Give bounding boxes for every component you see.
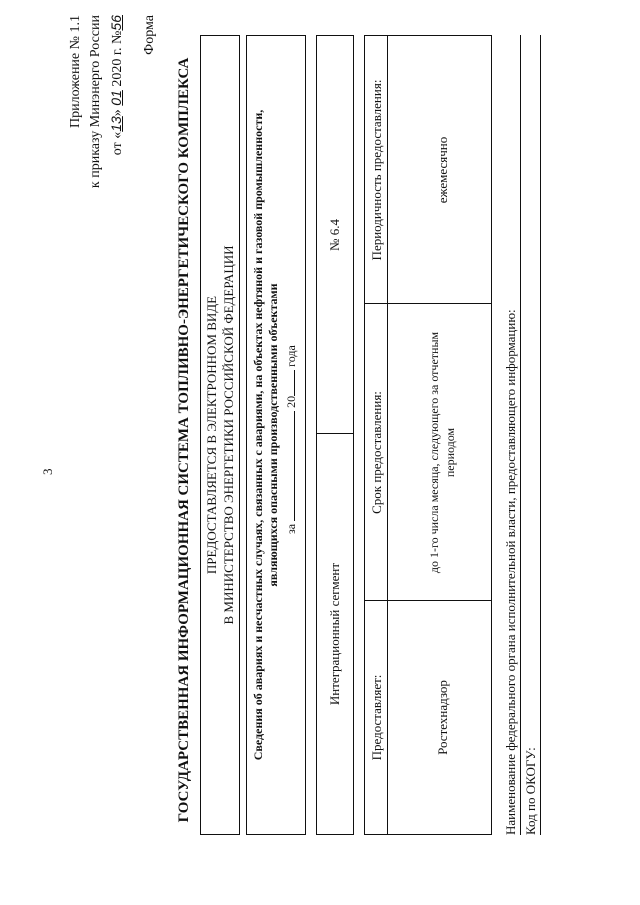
appendix-date-month: 01 [108, 90, 124, 106]
header-provider: Предоставляет: [369, 674, 384, 761]
report-period [283, 204, 299, 534]
appendix-date-day: 13 [108, 116, 124, 132]
submission-line-2: В МИНИСТЕРСТВО ЭНЕРГЕТИКИ РОССИЙСКОЙ ФЕДЕРАЦИИ [221, 245, 236, 625]
footer-okogu-label: Код по ОКОГУ: [523, 747, 538, 835]
appendix-date-year: 2020 г. № [110, 30, 125, 91]
report-period-prefix: за [284, 523, 298, 534]
footer-org-rule [520, 35, 521, 835]
report-period-year-prefix: 20 [284, 395, 298, 408]
appendix-line-3 [108, 15, 126, 305]
info-table-header-rule [387, 36, 388, 834]
report-title-line-2: являющихся опасными производственными объектами [266, 283, 280, 587]
segment-number: № 6.4 [327, 219, 342, 251]
header-frequency: Периодичность предоставления: [369, 79, 384, 261]
report-title-line-1: Сведения об авариях и несчастных случаях, связанных с авариями, на объектах нефтяной и газовой промышленности, [251, 109, 265, 761]
system-title: ГОСУДАРСТВЕННАЯ ИНФОРМАЦИОННАЯ СИСТЕМА ТОПЛИВНО-ЭНЕРГЕТИЧЕСКОГО КОМПЛЕКСА [176, 57, 192, 823]
appendix-line-1: Приложение № 1.1 [68, 15, 83, 128]
appendix-line-2: к приказу Минэнерго России [88, 15, 103, 189]
cell-frequency: ежемесячно [435, 136, 450, 204]
submission-box [200, 35, 240, 835]
form-label: Форма [142, 15, 157, 55]
segment-name: Интеграционный сегмент [327, 562, 342, 706]
report-period-year-blank [283, 370, 295, 396]
info-table [364, 35, 492, 835]
report-period-month-blank [283, 411, 295, 521]
cell-provider: Ростехнадзор [435, 680, 450, 755]
appendix-order-number: 56 [108, 15, 124, 31]
footer-org-label: Наименование федерального органа исполнительной власти, предоставляющего информацию: [503, 309, 518, 835]
submission-line-1: ПРЕДОСТАВЛЯЕТСЯ В ЭЛЕКТРОННОМ ВИДЕ [204, 295, 219, 575]
segment-box [316, 35, 354, 835]
cell-deadline-line-2: периодом [443, 427, 457, 478]
appendix-date-mid: » [110, 105, 125, 117]
page-number: 3 [40, 468, 55, 475]
report-box [246, 35, 306, 835]
header-deadline: Срок предоставления: [369, 391, 384, 514]
cell-deadline-line-1: до 1-го числа месяца, следующего за отчетным [427, 331, 441, 574]
footer-okogu-rule [540, 35, 541, 835]
appendix-date-prefix: от « [110, 131, 125, 156]
report-period-suffix: года [284, 345, 298, 367]
